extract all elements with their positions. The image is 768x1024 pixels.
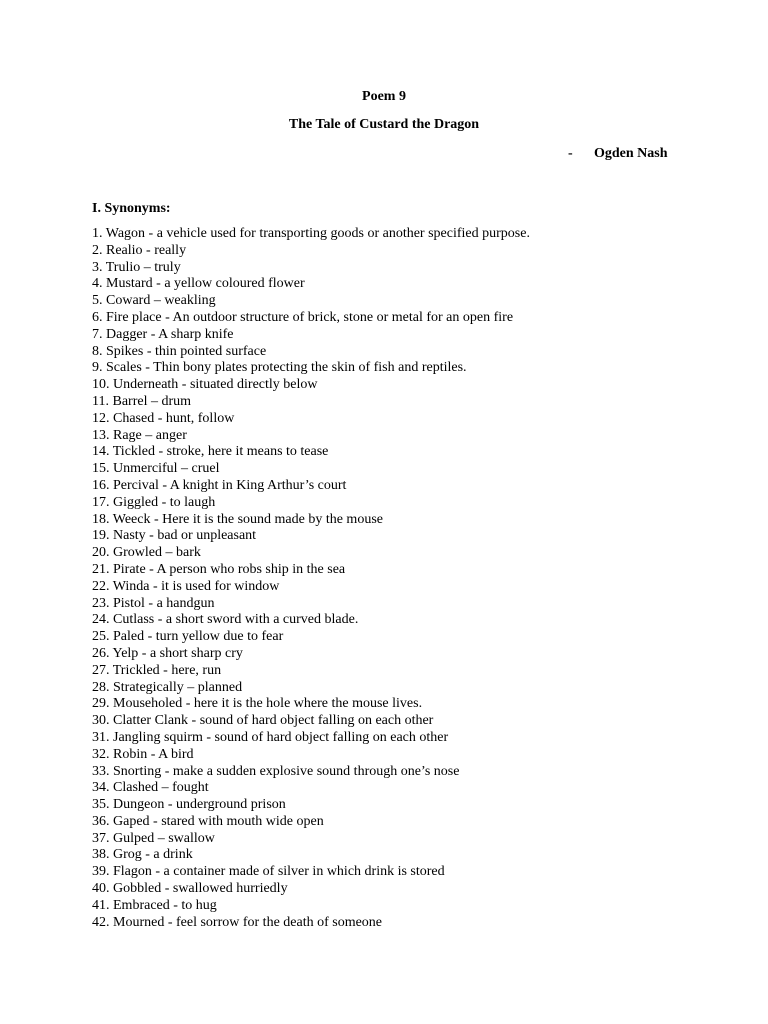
synonym-item: 40. Gobbled - swallowed hurriedly — [92, 881, 288, 897]
synonym-item: 25. Paled - turn yellow due to fear — [92, 629, 284, 645]
synonym-item: 29. Mouseholed - here it is the hole where the mouse lives. — [92, 696, 423, 712]
synonym-item: 41. Embraced - to hug — [92, 897, 217, 913]
synonym-item: 3. Trulio – truly — [92, 259, 181, 275]
synonym-item: 27. Trickled - here, run — [92, 662, 222, 678]
synonym-item: 5. Coward – weakling — [92, 293, 216, 309]
synonym-item: 17. Giggled - to laugh — [92, 494, 216, 510]
synonym-item: 6. Fire place - An outdoor structure of brick, stone or metal for an open fire — [92, 309, 514, 325]
synonym-item: 11. Barrel – drum — [92, 393, 192, 409]
synonym-item: 26. Yelp - a short sharp cry — [92, 645, 243, 661]
synonym-item: 33. Snorting - make a sudden explosive sound through one’s nose — [92, 763, 460, 779]
synonym-item: 28. Strategically – planned — [92, 679, 243, 695]
synonym-item: 39. Flagon - a container made of silver in which drink is stored — [92, 864, 445, 880]
synonym-item: 31. Jangling squirm - sound of hard object falling on each other — [92, 729, 449, 745]
synonym-item: 2. Realio - really — [92, 242, 187, 258]
synonym-item: 7. Dagger - A sharp knife — [92, 326, 234, 342]
synonym-item: 18. Weeck - Here it is the sound made by the mouse — [92, 511, 383, 527]
synonym-item: 10. Underneath - situated directly below — [92, 377, 318, 393]
synonym-item: 21. Pirate - A person who robs ship in the sea — [92, 561, 346, 577]
synonym-item: 38. Grog - a drink — [92, 847, 193, 863]
synonym-item: 36. Gaped - stared with mouth wide open — [92, 813, 324, 829]
synonym-item: 34. Clashed – fought — [92, 780, 209, 796]
author-name: Ogden Nash — [594, 146, 668, 161]
synonym-item: 20. Growled – bark — [92, 545, 201, 561]
synonym-item: 4. Mustard - a yellow coloured flower — [92, 276, 305, 292]
synonym-item: 30. Clatter Clank - sound of hard object falling on each other — [92, 713, 434, 729]
author-dash: - — [568, 146, 573, 161]
synonym-item: 16. Percival - A knight in King Arthur’s court — [92, 477, 347, 493]
synonym-item: 12. Chased - hunt, follow — [92, 410, 235, 426]
synonym-item: 15. Unmerciful – cruel — [92, 461, 220, 477]
synonym-item: 1. Wagon - a vehicle used for transporting goods or another specified purpose. — [92, 226, 530, 241]
poem-number: Poem 9 — [362, 89, 406, 104]
synonym-item: 37. Gulped – swallow — [92, 830, 215, 846]
synonym-item: 32. Robin - A bird — [92, 746, 194, 762]
section-heading-synonyms: I. Synonyms: — [92, 201, 171, 216]
synonym-item: 8. Spikes - thin pointed surface — [92, 343, 267, 359]
author-line — [568, 145, 668, 163]
synonym-item: 22. Winda - it is used for window — [92, 578, 280, 594]
synonym-item: 42. Mourned - feel sorrow for the death of someone — [92, 914, 383, 930]
synonym-list — [92, 226, 732, 931]
synonym-item: 24. Cutlass - a short sword with a curved blade. — [92, 612, 359, 628]
synonym-item: 35. Dungeon - underground prison — [92, 797, 286, 813]
poem-title: The Tale of Custard the Dragon — [288, 117, 480, 132]
synonym-item: 19. Nasty - bad or unpleasant — [92, 528, 257, 544]
synonym-item: 9. Scales - Thin bony plates protecting the skin of fish and reptiles. — [92, 360, 467, 376]
synonym-item: 14. Tickled - stroke, here it means to tease — [92, 444, 329, 460]
synonym-item: 13. Rage – anger — [92, 427, 187, 443]
synonym-item: 23. Pistol - a handgun — [92, 595, 215, 611]
